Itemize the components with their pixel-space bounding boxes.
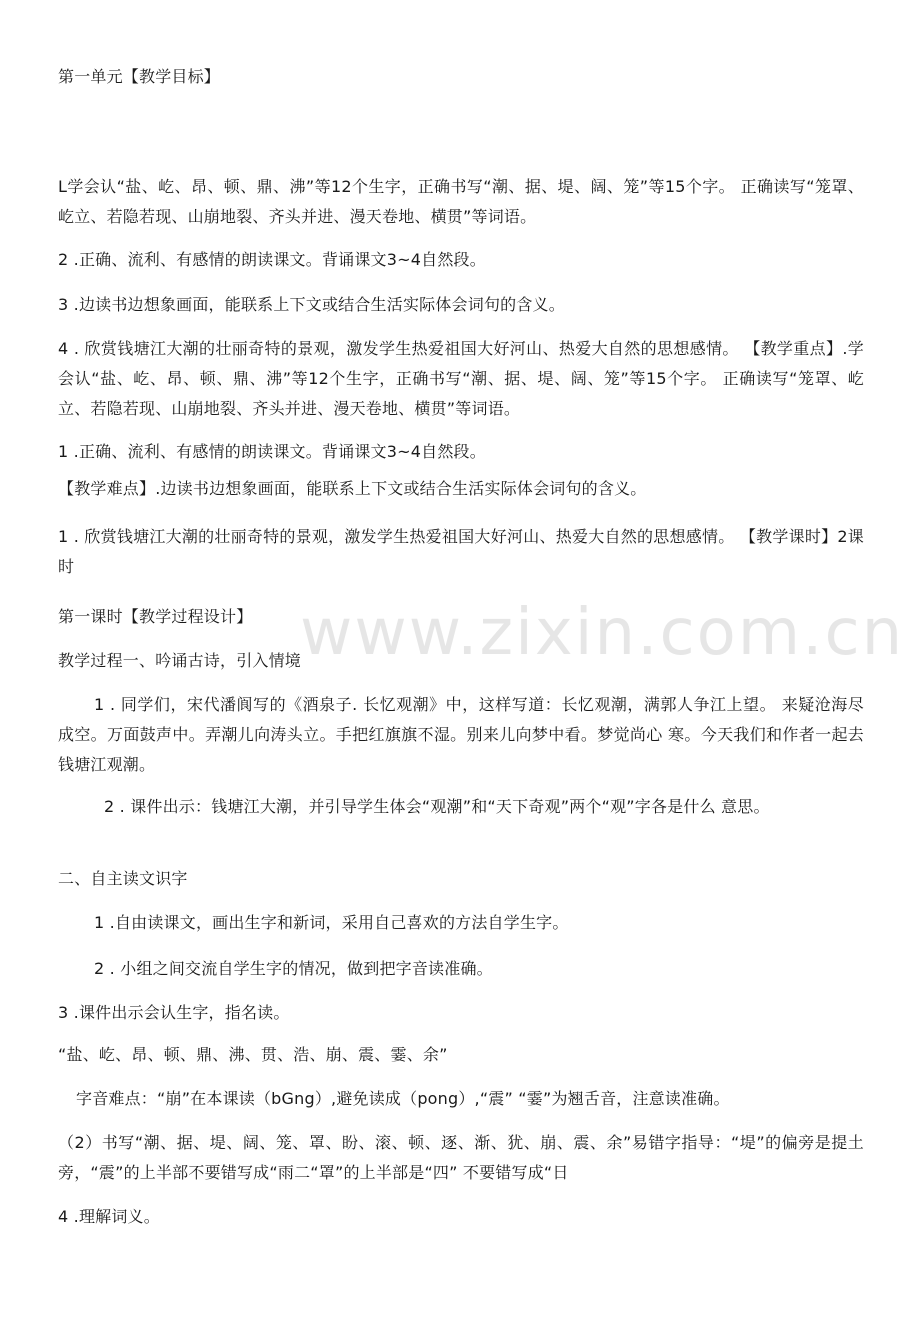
process-step-1-heading: 教学过程一、吟诵古诗，引入情境 xyxy=(58,651,302,670)
new-characters-list: “盐、屹、昂、顿、鼎、沸、贯、浩、崩、震、霎、余” xyxy=(58,1045,448,1064)
goal-1: L学会认“盐、屹、昂、顿、鼎、沸”等12个生字，正确书写“潮、据、堤、阔、笼”等15个字。 正确读写“笼罩、屹立、若隐若现、山崩地裂、齐头并进、漫天卷地、横贯”等词语。 xyxy=(58,177,864,226)
key-point-1: 1 .正确、流利、有感情的朗读课文。背诵课文3~4自然段。 xyxy=(58,442,486,461)
process-step-2-item-2: 2 . 小组之间交流自学生字的情况，做到把字音读准确。 xyxy=(94,959,493,978)
pronunciation-difficulties: 字音难点：“崩”在本课读（bGng）,避免读成（pong）,“震” “霎”为翘舌音，注意读准确。 xyxy=(76,1089,730,1108)
process-step-1-item-1: 1 . 同学们，宋代潘阆写的《酒泉子. 长忆观潮》中，这样写道：长忆观潮，满郭人争江上望。 来疑沧海尽成空。万面鼓声中。弄潮儿向涛头立。手把红旗旗不湿。别来儿向梦中看。梦觉尚心 寒。今天我们和作者一起去钱塘江观潮。 xyxy=(58,695,864,774)
goal-2: 2 .正确、流利、有感情的朗读课文。背诵课文3~4自然段。 xyxy=(58,250,486,269)
goal-3: 3 .边读书边想象画面，能联系上下文或结合生活实际体会词句的含义。 xyxy=(58,295,565,314)
watermark: www.zixin.com.cn xyxy=(300,596,905,670)
difficult-point-1-and-hours: 1 . 欣赏钱塘江大潮的壮丽奇特的景观，激发学生热爱祖国大好河山、热爱大自然的思想感情。 【教学课时】2课时 xyxy=(58,527,864,576)
unit-title: 第一单元【教学目标】 xyxy=(58,67,221,86)
process-step-1-item-2: 2 . 课件出示：钱塘江大潮，并引导学生体会“观潮”和“天下奇观”两个“观”字各是什么 意思。 xyxy=(104,797,770,816)
process-step-2-item-3: 3 .课件出示会认生字，指名读。 xyxy=(58,1003,290,1022)
difficult-points: 【教学难点】.边读书边想象画面，能联系上下文或结合生活实际体会词句的含义。 xyxy=(58,479,647,498)
process-step-2-heading: 二、自主读文识字 xyxy=(58,869,188,888)
writing-guidance: （2）书写“潮、据、堤、阔、笼、罩、盼、滚、顿、逐、渐、犹、崩、震、余”易错字指导：“堤”的偏旁是提土旁，“震”的上半部不要错写成“雨二“罩”的上半部是“四” 不要错写成“日 xyxy=(58,1133,864,1182)
goal-4-and-key-points: 4 . 欣赏钱塘江大潮的壮丽奇特的景观，激发学生热爱祖国大好河山、热爱大自然的思想感情。 【教学重点】.学会认“盐、屹、昂、顿、鼎、沸”等12个生字，正确书写“潮、据、堤、阔、笼”等15个字。 正确读写“笼罩、屹立、若隐若现、山崩地裂、齐头并进、漫天卷地、横贯”等词语。 xyxy=(58,339,864,418)
process-step-2-item-4: 4 .理解词义。 xyxy=(58,1207,160,1226)
lesson-1-heading: 第一课时【教学过程设计】 xyxy=(58,607,253,626)
process-step-2-item-1: 1 .自由读课文，画出生字和新词，采用自己喜欢的方法自学生字。 xyxy=(94,913,569,932)
